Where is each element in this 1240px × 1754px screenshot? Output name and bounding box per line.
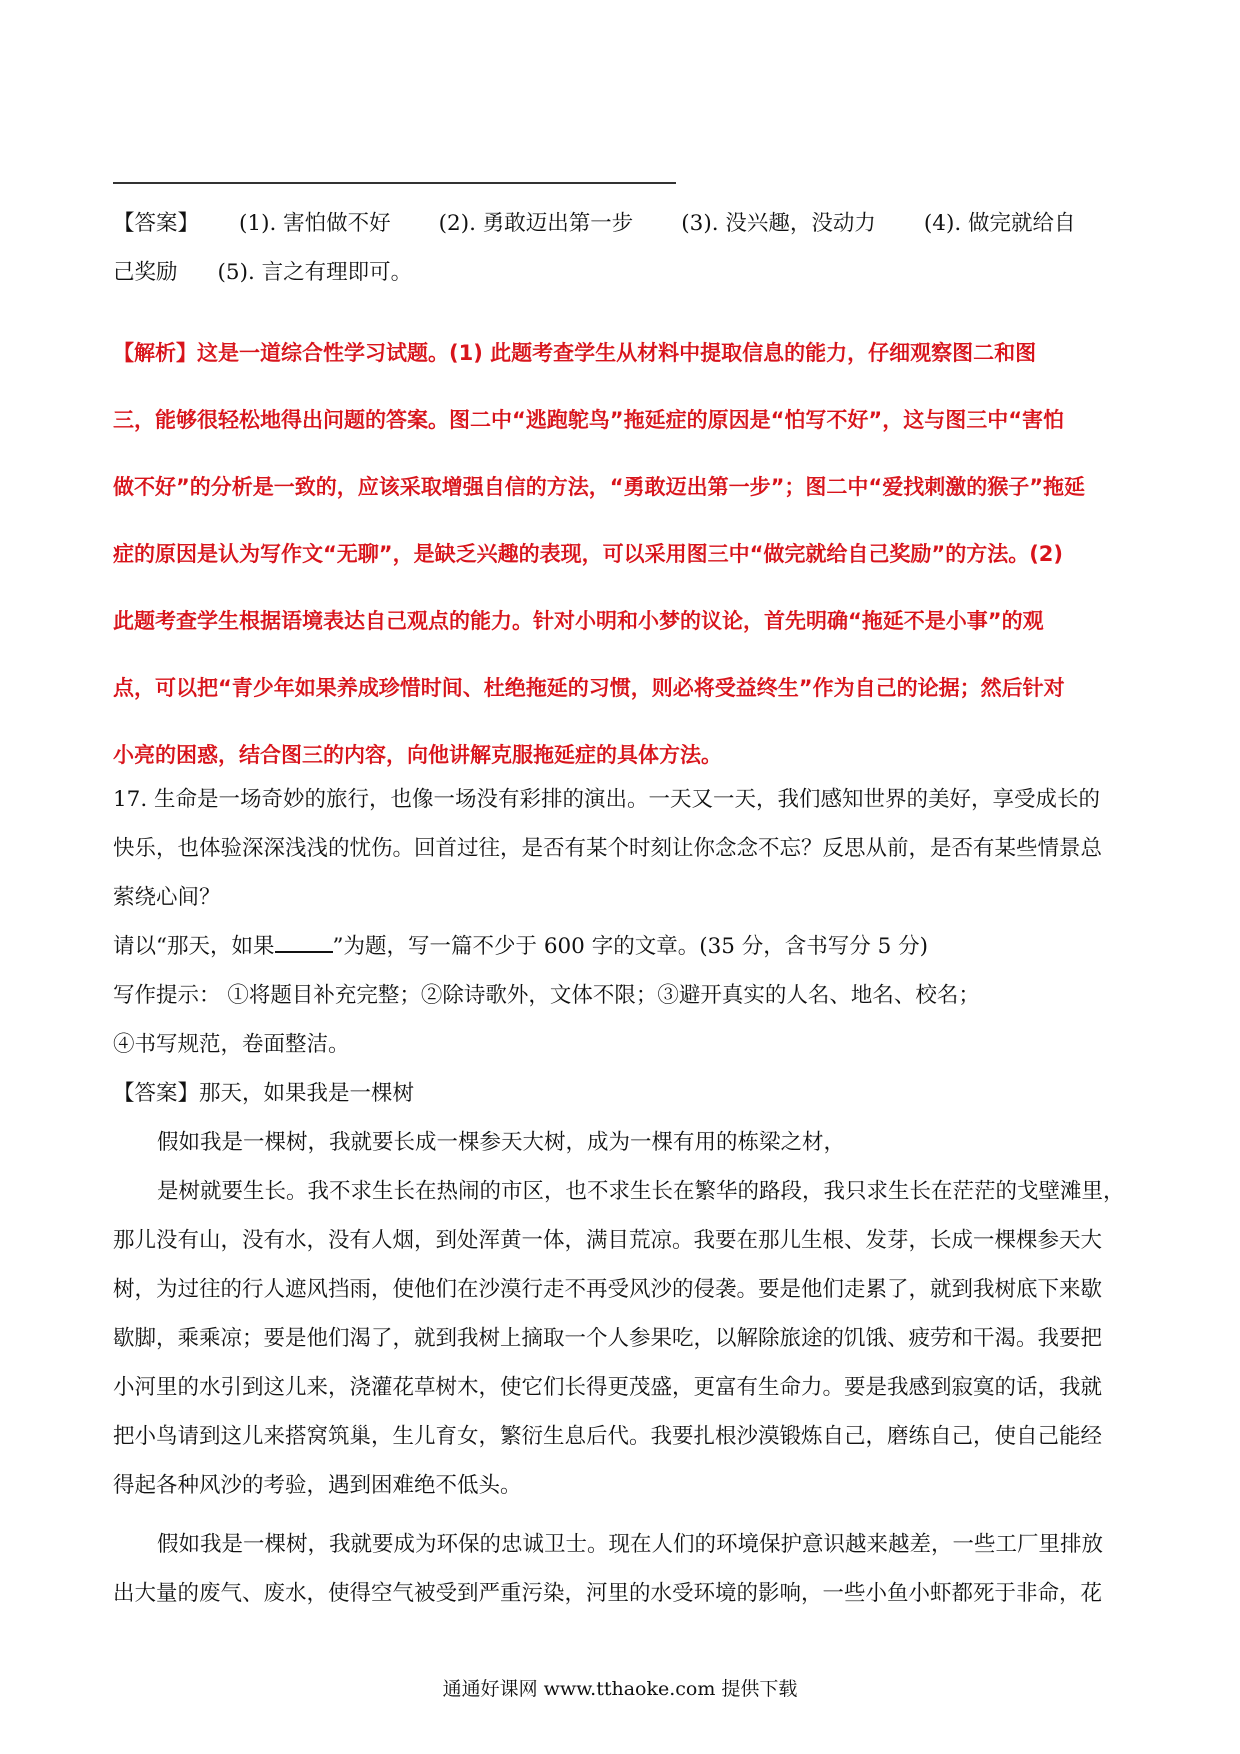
answer-item: (2). 勇敢迈出第一步	[438, 211, 634, 236]
essay-paragraph	[113, 1520, 1133, 1618]
question-line: 17. 生命是一场奇妙的旅行，也像一场没有彩排的演出。一天又一天，我们感知世界的美好，享受成长的	[113, 787, 1101, 812]
analysis-line: 症的原因是认为写作文“无聊”，是缺乏兴趣的表现，可以采用图三中“做完就给自己奖励”的方法。(2)	[113, 542, 1064, 566]
essay-paragraph: 假如我是一棵树，我就要长成一棵参天大树，成为一棵有用的栋梁之材，	[157, 1130, 846, 1155]
answer-2	[113, 1069, 1133, 1618]
analysis-line: 三，能够很轻松地得出问题的答案。图二中“逃跑鸵鸟”拖延症的原因是“怕写不好”，这与图三中“害怕	[113, 408, 1065, 432]
question-17	[113, 775, 1133, 1069]
essay-line: 小河里的水引到这儿来，浇灌花草树木，使它们长得更茂盛，更富有生命力。要是我感到寂寞的话，我就	[113, 1375, 1103, 1400]
answer-1-line-1	[113, 210, 1133, 238]
footer: 通通好课网 www.tthaoke.com 提供下载	[442, 1678, 798, 1700]
analysis-line: 小亮的困惑，结合图三的内容，向他讲解克服拖延症的具体方法。	[113, 743, 722, 767]
title-blank	[275, 933, 333, 953]
prompt-text: ”为题，写一篇不少于 600 字的文章。(35 分，含书写分 5 分)	[332, 934, 929, 959]
question-line: 快乐，也体验深深浅浅的忧伤。回首过往，是否有某个时刻让你念念不忘？反思从前，是否有某些情景总	[113, 836, 1103, 861]
answer-label: 【答案】	[113, 211, 200, 236]
essay-line: 把小鸟请到这儿来搭窝筑巢，生儿育女，繁衍生息后代。我要扎根沙漠锻炼自己，磨练自己，使自己能经	[113, 1424, 1103, 1449]
writing-tips: 写作提示： ①将题目补充完整；②除诗歌外，文体不限；③避开真实的人名、地名、校名；	[113, 983, 980, 1008]
answer-item: 己奖励	[113, 260, 178, 285]
essay-paragraph	[113, 1167, 1133, 1510]
essay-title-line	[113, 1069, 1133, 1118]
answer-item: (3). 没兴趣，没动力	[681, 211, 876, 236]
analysis-line: 做不好”的分析是一致的，应该采取增强自信的方法，“勇敢迈出第一步”；图二中“爱找刺激的猴子”拖延	[113, 475, 1086, 499]
essay-line: 出大量的废气、废水，使得空气被受到严重污染，河里的水受环境的影响，一些小鱼小虾都死于非命，花	[113, 1581, 1103, 1606]
prompt-text: 请以“那天，如果	[113, 934, 275, 959]
writing-tips: ④书写规范，卷面整洁。	[113, 1032, 350, 1057]
question-line: 萦绕心间？	[113, 885, 221, 910]
essay-title: 那天，如果我是一棵树	[199, 1081, 415, 1106]
analysis	[113, 320, 1133, 789]
answer-item: (4). 做完就给自	[923, 211, 1076, 236]
essay-line: 那儿没有山，没有水，没有人烟，到处浑黄一体，满目荒凉。我要在那儿生根、发芽，长成一棵棵参天大	[113, 1228, 1103, 1253]
answer-item: (1). 害怕做不好	[239, 211, 391, 236]
analysis-line: 【解析】这是一道综合性学习试题。(1) 此题考查学生从材料中提取信息的能力，仔细观察图二和图	[113, 341, 1037, 365]
essay-line: 歇脚，乘乘凉；要是他们渴了，就到我树上摘取一个人参果吃，以解除旅途的饥饿、疲劳和干渴。我要把	[113, 1326, 1103, 1351]
answer-item: (5). 言之有理即可。	[217, 260, 413, 285]
analysis-line: 点，可以把“青少年如果养成珍惜时间、杜绝拖延的习惯，则必将受益终生”作为自己的论据；然后针对	[113, 676, 1065, 700]
essay-line: 得起各种风沙的考验，遇到困难绝不低头。	[113, 1473, 522, 1498]
answer-1	[113, 210, 1133, 287]
answer-label: 【答案】	[113, 1081, 200, 1106]
essay-line: 树，为过往的行人遮风挡雨，使他们在沙漠行走不再受风沙的侵袭。要是他们走累了，就到我树底下来歇	[113, 1277, 1103, 1302]
essay-line: 假如我是一棵树，我就要成为环保的忠诚卫士。现在人们的环境保护意识越来越差，一些工厂里排放	[157, 1532, 1104, 1557]
analysis-line: 此题考查学生根据语境表达自己观点的能力。针对小明和小梦的议论，首先明确“拖延不是小事”的观	[113, 609, 1044, 633]
essay-line: 是树就要生长。我不求生长在热闹的市区，也不求生长在繁华的路段，我只求生长在茫茫的戈壁滩里，	[157, 1179, 1125, 1204]
header-rule	[113, 182, 676, 184]
question-prompt	[113, 922, 1133, 971]
answer-1-line-2	[113, 259, 1133, 287]
